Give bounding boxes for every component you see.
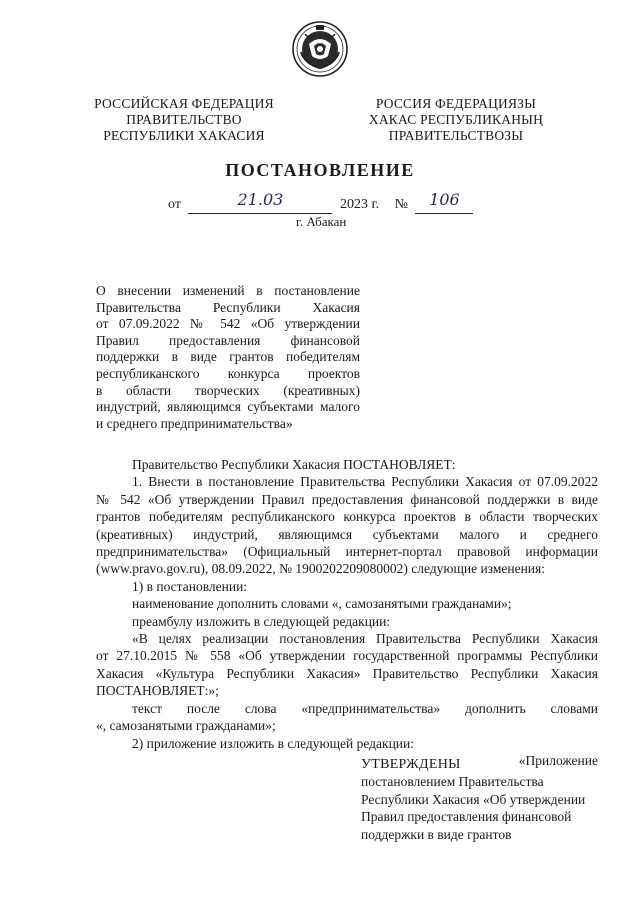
approval-line: Правил предоставления финансовой (361, 809, 572, 825)
document-subject (96, 283, 360, 432)
document-title: ПОСТАНОВЛЕНИЕ (225, 160, 415, 180)
word: словами (550, 700, 598, 716)
body-name-change: наименование дополнить словами «, самозанятыми гражданами»; (132, 596, 512, 612)
body-item-1-line: (www.pravo.gov.ru), 08.09.2022, № 1900202209080002) следующие изменения: (96, 561, 545, 577)
number-handwritten: 106 (429, 190, 460, 209)
subject-line: от 07.09.2022 № 542 «Об утверждении (96, 316, 360, 332)
subject-line: Правительства Республики Хакасия (96, 299, 360, 315)
approval-line: постановлением Правительства (361, 774, 544, 790)
body-subitem-1: 1) в постановлении: (132, 578, 248, 594)
appendix-label: «Приложение (518, 752, 598, 768)
subject-line: поддержки в виде грантов победителям (96, 349, 360, 365)
date-field (188, 190, 332, 214)
word: слова (244, 700, 277, 716)
body-item-1-line: предпринимательства» (Официальный интернет-портал правовой информации (96, 544, 598, 560)
subject-line: республиканского конкурса проектов (96, 365, 360, 381)
body-quote-line: от 27.10.2015 № 558 «Об утверждении государственной программы Республики (96, 648, 598, 664)
body-subitem-2: 2) приложение изложить в следующей редакции: (132, 735, 415, 751)
body-quote-line: «В целях реализации постановления Правительства Республики Хакасия (132, 631, 598, 647)
header-right-line-1: РОССИЯ ФЕДЕРАЦИЯЗЫ (375, 96, 537, 111)
body-text-change-tail: «, самозанятыми гражданами»; (96, 718, 276, 734)
word: дополнить (465, 700, 526, 716)
body-item-1-line: грантов победителям республиканского конкурса проектов в области творческих (96, 509, 598, 525)
subject-line: и среднего предпринимательства» (96, 415, 293, 431)
header-right-line-2: ХАКАС РЕСПУБЛИКАНЫҢ (368, 112, 544, 127)
number-field (415, 190, 473, 214)
body-item-1-line: № 542 «Об утверждении Правил предоставления финансовой поддержки в виде (96, 491, 598, 507)
header-left-block (64, 96, 304, 144)
date-handwritten: 21.03 (237, 190, 284, 209)
header-right-block (336, 96, 576, 144)
body-item-1-line: 1. Внести в постановление Правительства Республики Хакасия от 07.09.2022 (132, 474, 598, 490)
word: текст (132, 700, 163, 716)
body-quote-line: ПОСТАНОВЛЯЕТ:»; (96, 683, 219, 699)
coat-of-arms-emblem (291, 20, 349, 78)
word: после (186, 700, 220, 716)
body-text-change-line (96, 700, 598, 717)
header-left-line-3: РЕСПУБЛИКИ ХАКАСИЯ (103, 128, 265, 143)
approval-line: Республики Хакасия «Об утверждении (361, 791, 586, 807)
body-preamble-change: преамбулу изложить в следующей редакции: (132, 613, 391, 629)
subject-line: в области творческих (креативных) (96, 382, 360, 398)
subject-line: индустрий, являющимся субъектами малого (96, 399, 360, 415)
subject-line: Правил предоставления финансовой (96, 332, 360, 348)
approval-heading: УТВЕРЖДЕНЫ (361, 757, 461, 772)
document-body (96, 456, 598, 769)
subject-line: О внесении изменений в постановление (96, 283, 360, 298)
header-right-line-3: ПРАВИТЕЛЬСТВОЗЫ (388, 128, 524, 143)
number-sign: № (394, 197, 408, 212)
word: «предпринимательства» (301, 700, 441, 716)
body-preamble: Правительство Республики Хакасия ПОСТАНОВЛЯЕТ: (132, 457, 456, 472)
city-label: г. Абакан (296, 214, 347, 229)
body-quote-line: Хакасия «Культура Республики Хакасия» Правительство Республики Хакасия (96, 665, 598, 681)
header-left-line-2: ПРАВИТЕЛЬСТВО (126, 112, 242, 127)
date-number-line (168, 190, 473, 214)
header-left-line-1: РОССИЙСКАЯ ФЕДЕРАЦИЯ (94, 96, 274, 111)
date-year: 2023 г. (339, 197, 380, 212)
body-item-1-line: (креативных) индустрий, являющимся субъектами малого и среднего (96, 526, 598, 542)
approval-line: поддержки в виде грантов (361, 826, 512, 842)
date-prefix: от (168, 197, 181, 212)
approval-block (361, 756, 585, 843)
